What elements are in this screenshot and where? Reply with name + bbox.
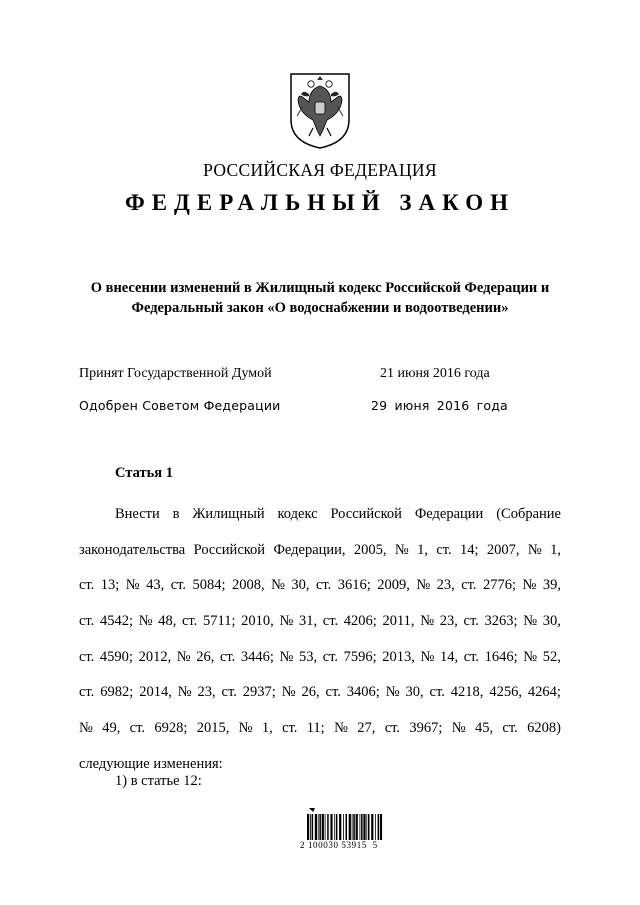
paragraph-line: Внести в Жилищный кодекс Российской Федерации (Собрание: [115, 506, 561, 522]
paragraph-line: законодательства Российской Федерации, 2005, № 1, ст. 14; 2007, № 1,: [79, 541, 561, 558]
barcode-bar: [366, 814, 367, 840]
paragraph-line: № 49, ст. 6928; 2015, № 1, ст. 11; № 27, ст. 3967; № 45, ст. 6208): [79, 720, 561, 737]
barcode-bar: [343, 814, 344, 840]
adoption-label: Принят Государственной Думой: [79, 366, 272, 381]
barcode-bar: [352, 814, 353, 840]
barcode-bar: [363, 814, 365, 840]
law-subject-line: О внесении изменений в Жилищный кодекс Российской Федерации и: [90, 280, 550, 296]
adoption-label: Одобрен Советом Федерации: [79, 398, 281, 413]
paragraph-line: ст. 4542; № 48, ст. 5711; 2010, № 31, ст. 4206; 2011, № 23, ст. 3263; № 30,: [79, 613, 561, 630]
adoption-date: 29 июня 2016 года: [371, 398, 508, 413]
paragraph-line: ст. 4590; 2012, № 26, ст. 3446; № 53, ст. 7596; 2013, № 14, ст. 1646; № 52,: [79, 648, 561, 665]
barcode-mark: [309, 808, 315, 812]
barcode-bar: [322, 814, 324, 840]
barcode-bar: [360, 814, 361, 840]
barcode-bar: [327, 814, 329, 840]
barcode-bar: [353, 814, 355, 840]
adoption-date: 21 июня 2016 года: [380, 366, 490, 381]
barcode-bar: [318, 814, 319, 840]
barcode-bar: [325, 814, 326, 840]
barcode-bar: [368, 814, 370, 840]
article-paragraph: [79, 497, 561, 783]
document-type: ФЕДЕРАЛЬНЫЙ ЗАКОН: [124, 190, 516, 215]
barcode-bar: [361, 814, 363, 840]
barcode-bar: [319, 814, 321, 840]
barcode-number: 2 100030 53915 5: [300, 840, 378, 850]
law-subject-line: Федеральный закон «О водоснабжении и водоотведении»: [131, 300, 509, 316]
paragraph-line: следующие изменения:: [79, 755, 223, 772]
barcode-bar: [336, 814, 338, 840]
barcode-bar: [380, 814, 382, 840]
barcode-bar: [310, 814, 311, 840]
list-item: 1) в статье 12:: [115, 773, 202, 789]
country-name: РОССИЙСКАЯ ФЕДЕРАЦИЯ: [203, 160, 437, 180]
barcode-bar: [339, 814, 341, 840]
coat-of-arms-icon: [289, 72, 351, 150]
paragraph-line: ст. 13; № 43, ст. 5084; 2008, № 30, ст. 3616; 2009, № 23, ст. 2776; № 39,: [79, 577, 561, 594]
barcode-bar: [330, 814, 332, 840]
barcode-bar: [334, 814, 335, 840]
barcode-bar: [371, 814, 373, 840]
barcode-bar: [378, 814, 380, 840]
law-subject: [40, 278, 600, 318]
article-title: Статья 1: [115, 465, 173, 481]
barcode-bar: [315, 814, 317, 840]
barcode-icon: [305, 806, 385, 858]
barcode-bar: [375, 814, 376, 840]
barcode-bar: [312, 814, 314, 840]
barcode-bar: [356, 814, 358, 840]
barcode-bar: [346, 814, 348, 840]
barcode-bar: [349, 814, 351, 840]
paragraph-line: ст. 6982; 2014, № 23, ст. 2937; № 26, ст. 3406; № 30, ст. 4218, 4256, 4264;: [79, 684, 561, 701]
barcode-bar: [307, 814, 309, 840]
